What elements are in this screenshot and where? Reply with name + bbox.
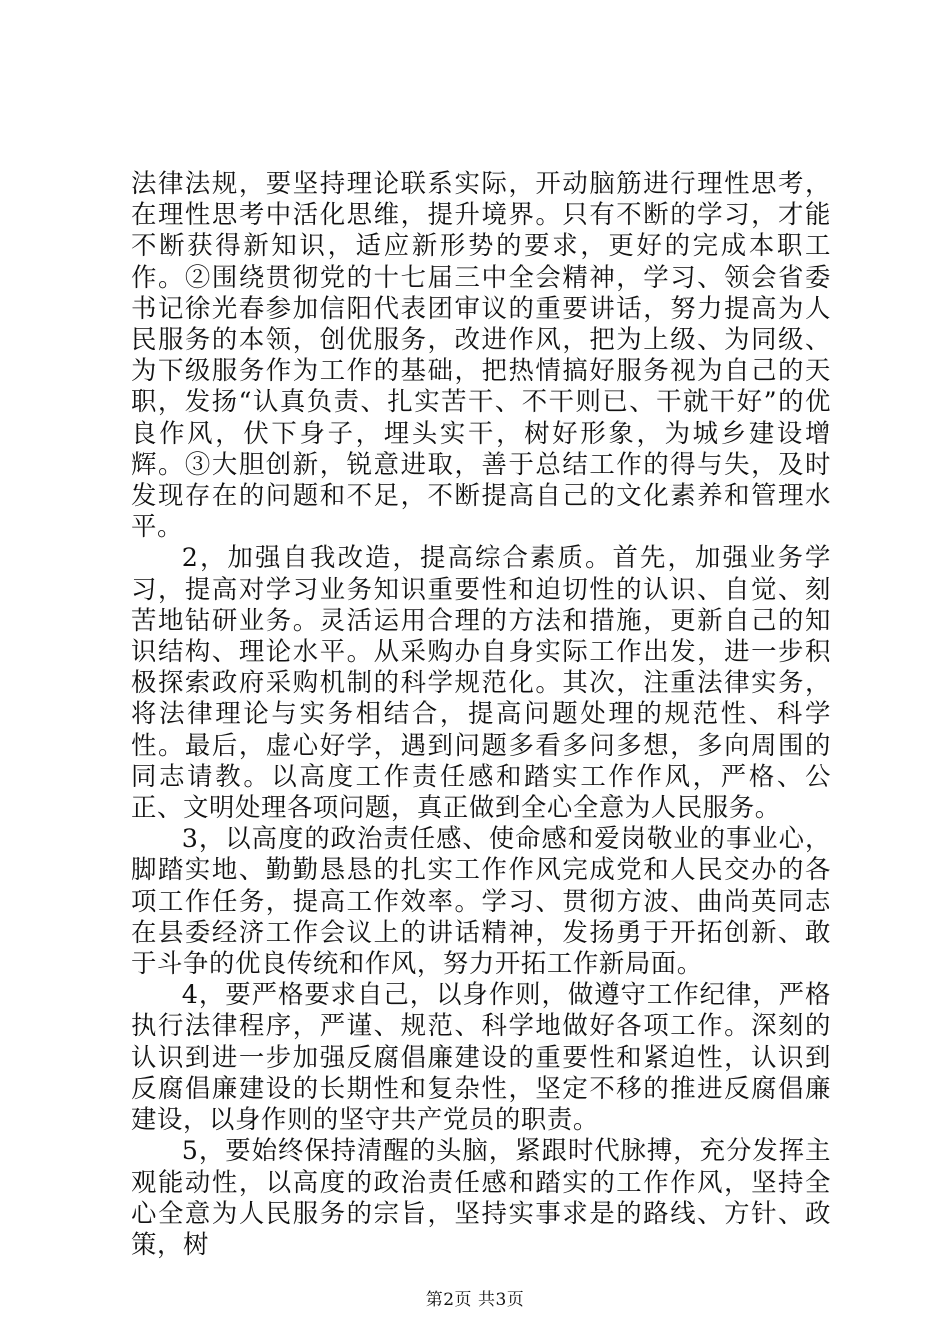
paragraph-3: 3，以高度的政治责任感、使命感和爱岗敬业的事业心，脚踏实地、勤勤恳恳的扎实工作作风完成党和人民交办的各项工作任务，提高工作效率。学习、贯彻方波、曲尚英同志在县委经济工作会议上的讲话精神，发扬勇于开拓创新、敢于斗争的优良传统和作风，努力开拓工作新局面。 (131, 823, 831, 979)
paragraph-2: 2，加强自我改造，提高综合素质。首先，加强业务学习，提高对学习业务知识重要性和迫切性的认识、自觉、刻苦地钻研业务。灵活运用合理的方法和措施，更新自己的知识结构、理论水平。从采购办自身实际工作出发，进一步积极探索政府采购机制的科学规范化。其次，注重法律实务，将法律理论与实务相结合，提高问题处理的规范性、科学性。最后，虚心好学，遇到问题多看多问多想，多向周围的同志请教。以高度工作责任感和踏实工作作风，严格、公正、文明处理各项问题，真正做到全心全意为人民服务。 (131, 542, 831, 823)
paragraph-1: 法律法规，要坚持理论联系实际，开动脑筋进行理性思考，在理性思考中活化思维，提升境界。只有不断的学习，才能不断获得新知识，适应新形势的要求，更好的完成本职工作。②围绕贯彻党的十七届三中全会精神，学习、领会省委书记徐光春参加信阳代表团审议的重要讲话，努力提高为人民服务的本领，创优服务，改进作风，把为上级、为同级、为下级服务作为工作的基础，把热情搞好服务视为自己的天职，发扬“认真负责、扎实苦干、不干则已、干就干好”的优良作风，伏下身子，埋头实干，树好形象，为城乡建设增辉。③大胆创新，锐意进取，善于总结工作的得与失，及时发现存在的问题和不足，不断提高自己的文化素养和管理水平。 (131, 168, 831, 542)
document-body (131, 168, 831, 1260)
page-number-footer: 第2页 共3页 (425, 1290, 525, 1310)
paragraph-5: 5，要始终保持清醒的头脑，紧跟时代脉搏，充分发挥主观能动性，以高度的政治责任感和踏实的工作作风，坚持全心全意为人民服务的宗旨，坚持实事求是的路线、方针、政策，树 (131, 1135, 831, 1259)
paragraph-4: 4，要严格要求自己，以身作则，做遵守工作纪律，严格执行法律程序，严谨、规范、科学地做好各项工作。深刻的认识到进一步加强反腐倡廉建设的重要性和紧迫性，认识到反腐倡廉建设的长期性和复杂性，坚定不移的推进反腐倡廉建设，以身作则的坚守共产党员的职责。 (131, 979, 831, 1135)
